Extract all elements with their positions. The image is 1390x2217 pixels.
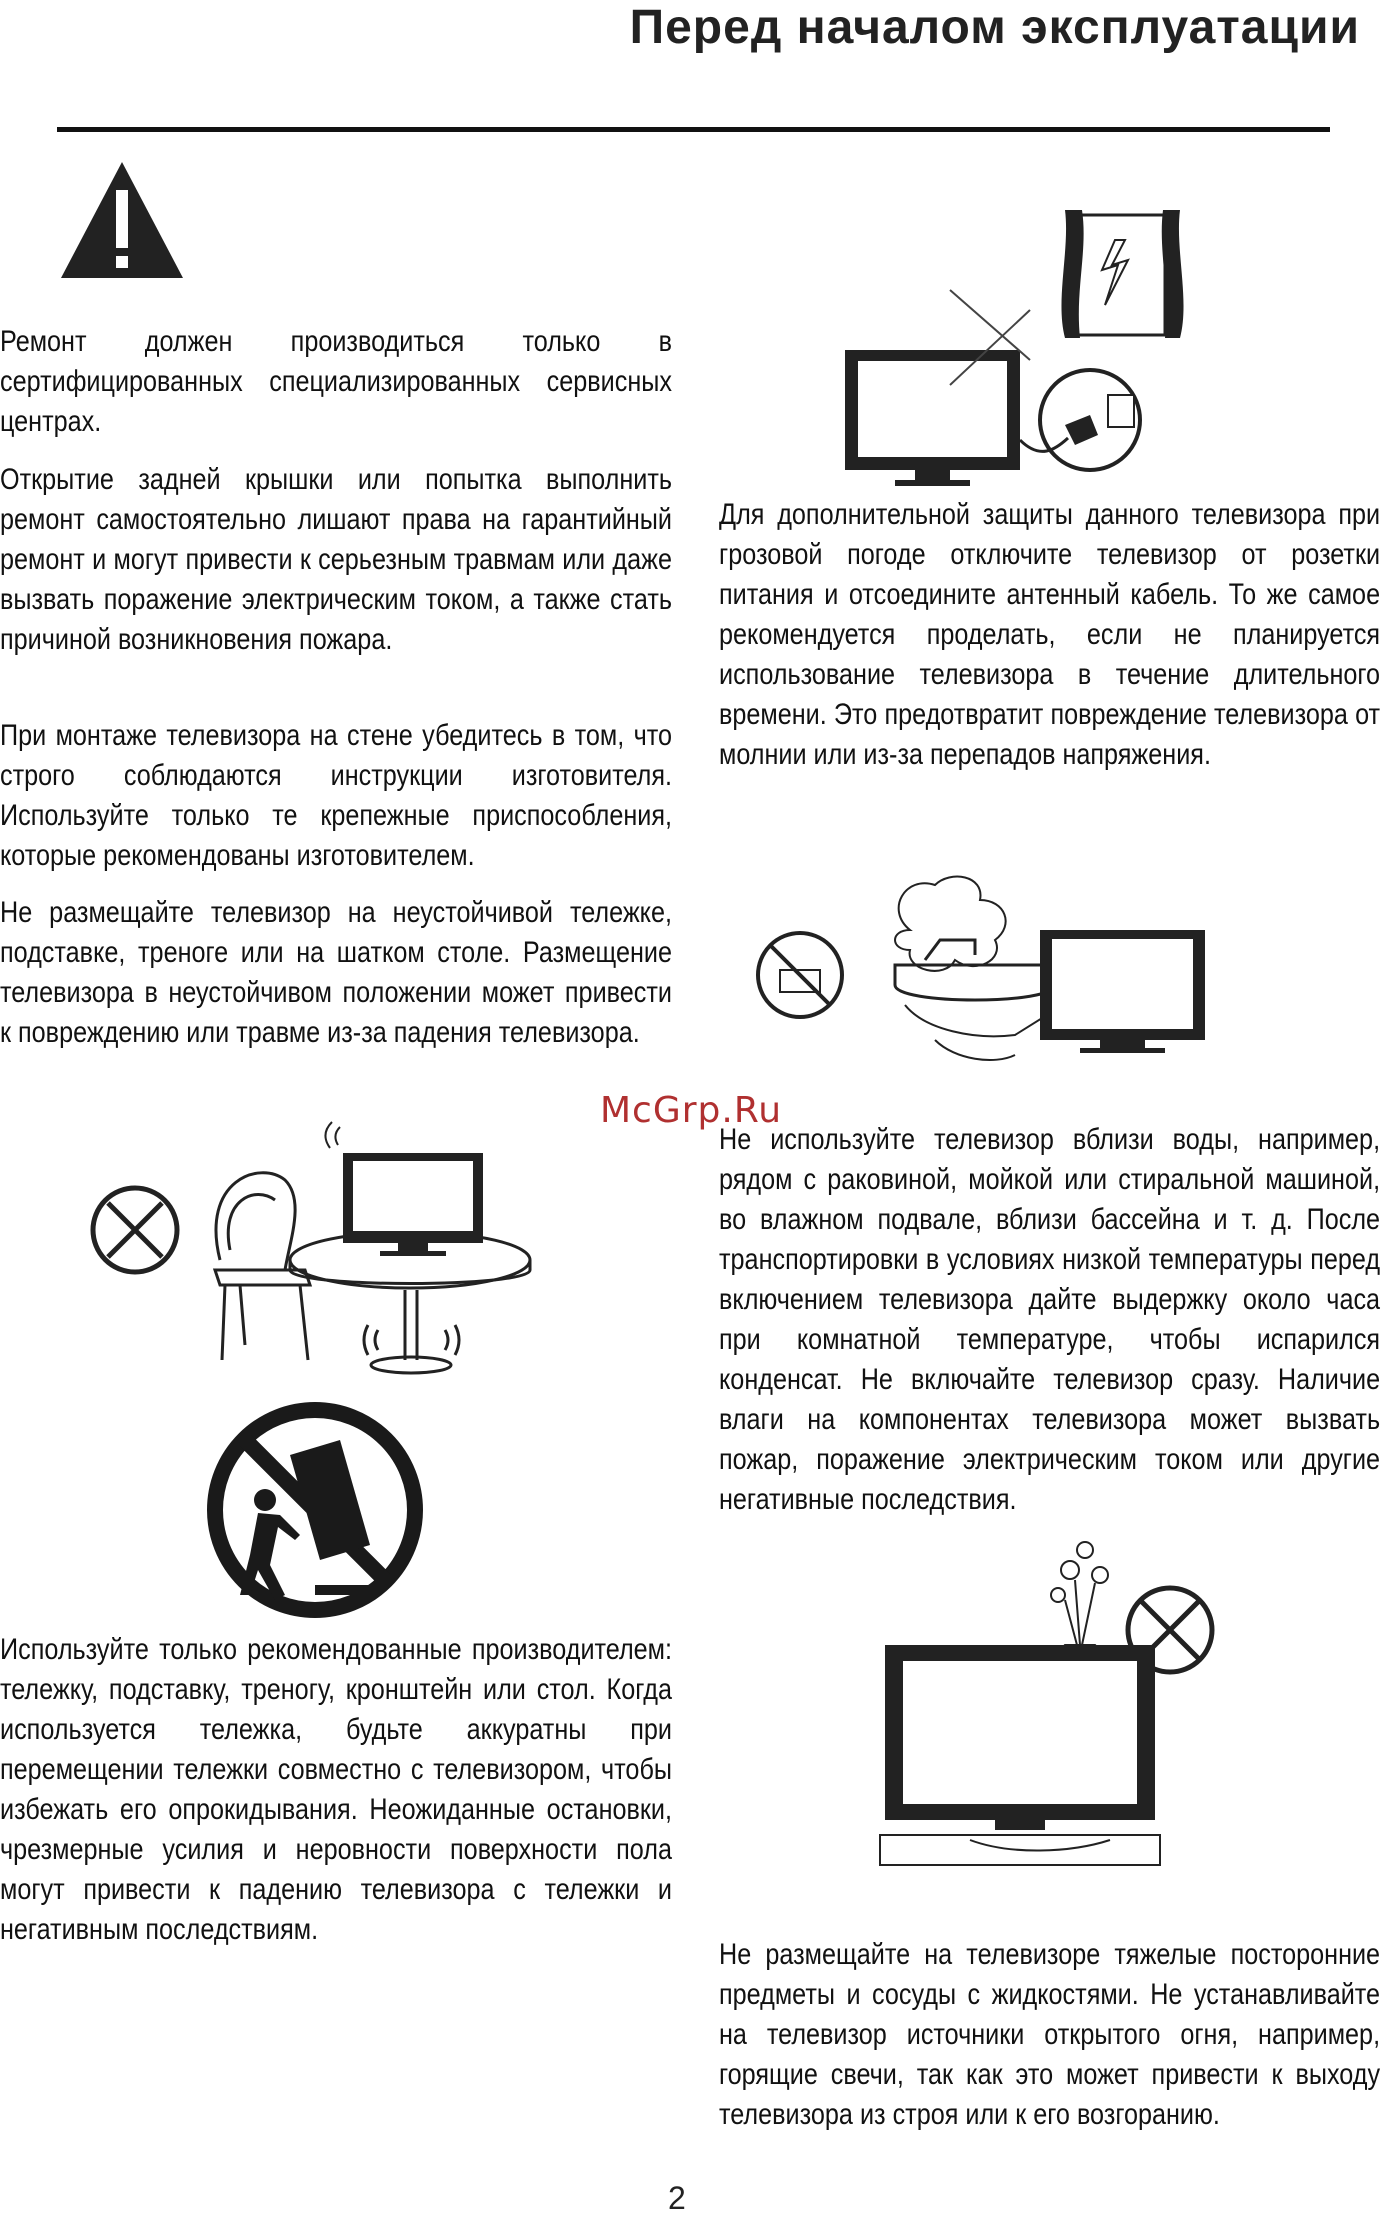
prohibited-icon	[758, 933, 842, 1017]
paragraph-rear-cover: Открытие задней крышки или попытка выполнить ремонт самостоятельно лишают права на гарантийный ремонт и могут привести к серьезным травмам или даже вызвать поражение электрическим током, а также стать причиной возникновения пожара.	[0, 463, 672, 656]
page-title: Перед началом эксплуатации	[629, 1, 1360, 54]
paragraph-water-moisture: Не используйте телевизор вблизи воды, например, рядом с раковиной, мойкой или стиральной машиной, во влажном подвале, вблизи бассейна и т. д. После транспортировки в условиях низкой температуры перед включением телевизора дайте выдержку около часа при комнатной температуре, чтобы испарился конденсат. Не включайте телевизор сразу. Наличие влаги на компонентах телевизора может вызвать пожар, поражение электрическим током или другие негативные последствия.	[719, 1123, 1381, 1516]
no-cart-tipping-icon	[200, 1395, 430, 1625]
watermark: McGrp.Ru	[600, 1090, 783, 1131]
warning-triangle-icon	[57, 158, 187, 282]
page-number: 2	[668, 2180, 686, 2216]
vase-on-tv-illustration	[870, 1535, 1220, 1875]
paragraph-cart-usage: Используйте только рекомендованные производителем: тележку, подставку, треногу, кронштейн или стол. Когда используется тележка, будьте аккуратны при перемещении тележки совместно с телевизором, чтобы избежать его опрокидывания. Неожиданные остановки, чрезмерные усилия и неровности поверхности пола могут привести к падению телевизора с тележки и негативным последствиям.	[0, 1633, 672, 1946]
title-divider	[57, 127, 1330, 132]
unstable-furniture-illustration	[80, 1120, 700, 1390]
water-hazard-illustration	[755, 870, 1215, 1080]
paragraph-certified-repair: Ремонт должен производиться только в сертифицированных специализированных сервисных центрах.	[0, 325, 672, 438]
paragraph-wall-mount: При монтаже телевизора на стене убедитесь в том, что строго соблюдаются инструкции изготовителя. Используйте только те крепежные приспособления, которые рекомендованы изготовителем.	[0, 719, 672, 872]
paragraph-heavy-objects: Не размещайте на телевизоре тяжелые посторонние предметы и сосуды с жидкостями. Не устанавливайте на телевизор источники открытого огня, например, горящие свечи, так как это может привести к выходу телевизора из строя или к его возгоранию.	[719, 1938, 1381, 2131]
paragraph-unstable-placement: Не размещайте телевизор на неустойчивой тележке, подставке, треноге или на шатком столе. Размещение телевизора в неустойчивом положении может привести к повреждению или травме из-за падения телевизора.	[0, 896, 672, 1049]
prohibited-icon	[93, 1188, 177, 1272]
lightning-unplug-illustration	[840, 210, 1190, 500]
paragraph-thunderstorm: Для дополнительной защиты данного телевизора при грозовой погоде отключите телевизор от розетки питания и отсоедините антенный кабель. То же самое рекомендуется проделать, если не планируется использование телевизора в течение длительного времени. Это предотвратит повреждение телевизора от молнии или из-за перепадов напряжения.	[719, 498, 1381, 771]
